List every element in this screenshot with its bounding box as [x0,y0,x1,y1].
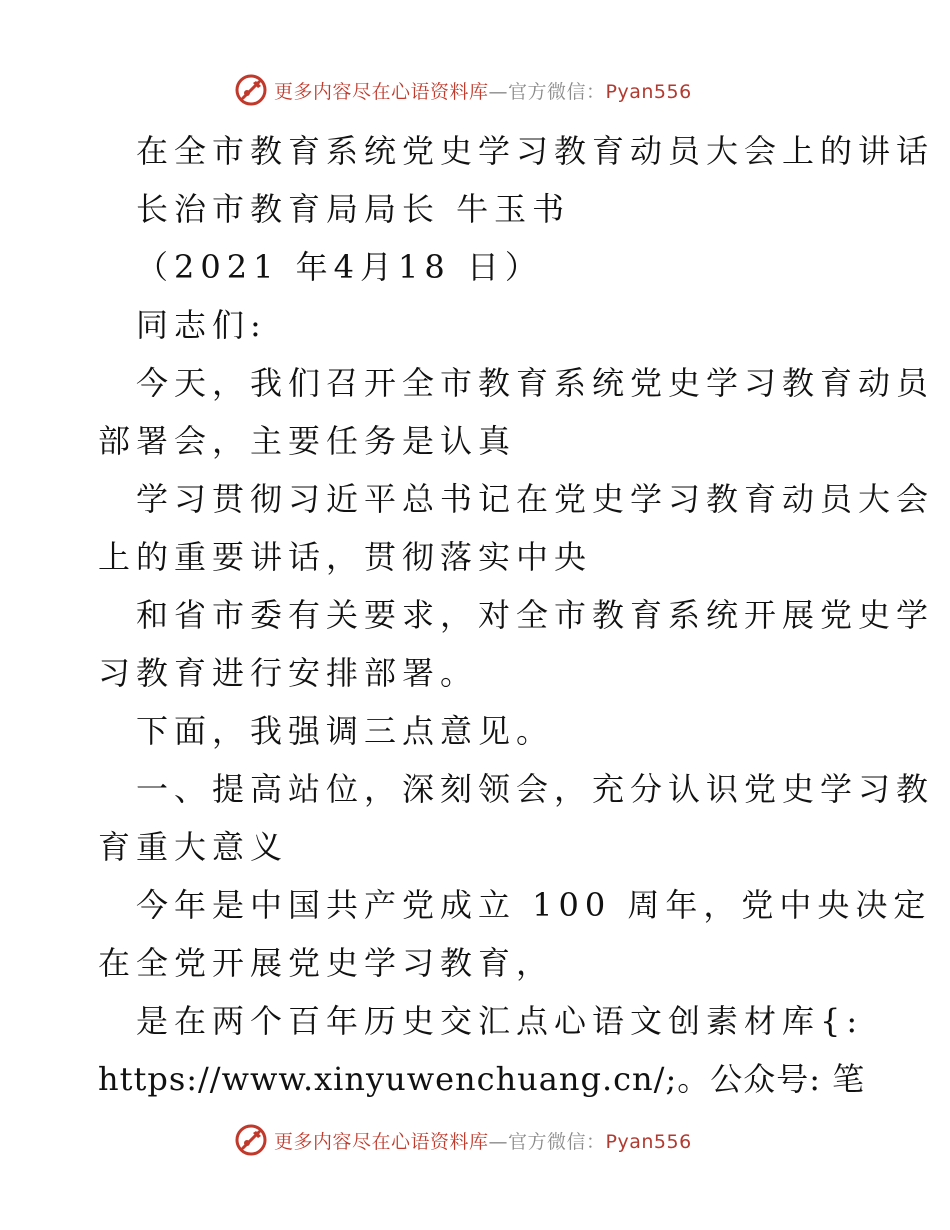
watermark-text [274,77,692,104]
paragraph-line: 习教育进行安排部署。 [98,654,479,692]
brand-logo-icon [234,1123,268,1157]
document-title: 在全市教育系统党史学习教育动员大会上的讲话 [136,132,935,170]
paragraph-line-url: https://www.xinyuwenchuang.cn/;。公众号: 笔 [98,1060,866,1098]
document-body [98,122,935,1108]
section-heading-line: 育重大意义 [98,828,289,866]
watermark-footer [234,1122,692,1158]
paragraph-line: 部署会，主要任务是认真 [98,422,517,460]
salutation: 同志们: [136,306,267,344]
paragraph-line: 是在两个百年历史交汇点心语文创素材库{: [136,1002,864,1040]
watermark-red-text: 更多内容尽在心语资料库 [274,1130,489,1153]
watermark-gray-text: —官方微信： [488,1130,606,1153]
watermark-account: Pyan556 [605,1130,692,1153]
watermark-red-text: 更多内容尽在心语资料库 [274,80,489,103]
section-heading-line: 一、提高站位，深刻领会，充分认识党史学习教 [136,770,935,808]
paragraph-line: 上的重要讲话，贯彻落实中央 [98,538,593,576]
paragraph-line: 今年是中国共产党成立 100 周年，党中央决定 [136,886,932,924]
paragraph-line: 下面，我强调三点意见。 [136,712,555,750]
brand-logo-icon [234,73,268,107]
paragraph-line: 今天，我们召开全市教育系统党史学习教育动员 [136,364,935,402]
watermark-gray-text: —官方微信： [488,80,606,103]
watermark-account: Pyan556 [605,80,692,103]
document-date: （2021 年4月18 日） [136,248,543,286]
paragraph-line: 学习贯彻习近平总书记在党史学习教育动员大会 [136,480,935,518]
watermark-header [234,72,692,108]
paragraph-line: 和省市委有关要求，对全市教育系统开展党史学 [136,596,935,634]
watermark-text [274,1127,692,1154]
document-author: 长治市教育局局长 牛玉书 [136,190,571,228]
paragraph-line: 在全党开展党史学习教育， [98,944,555,982]
